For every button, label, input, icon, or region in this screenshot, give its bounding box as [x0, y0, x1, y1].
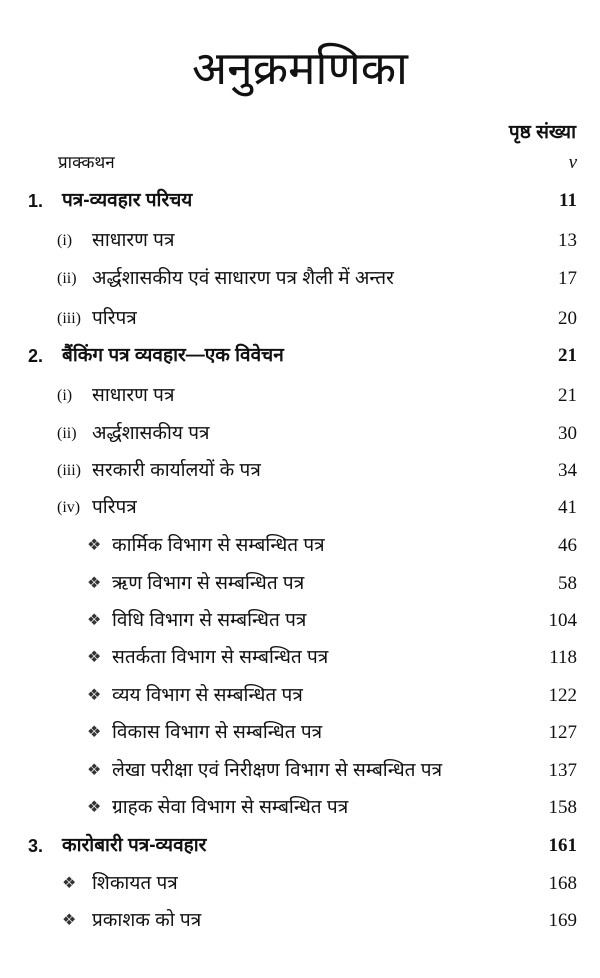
entry-page-number: 137: [548, 760, 577, 781]
entry-title: अर्द्धशासकीय एवं साधारण पत्र शैली में अन्तर: [92, 268, 394, 289]
entry-marker: 2.: [28, 346, 44, 366]
entry-title: लेखा परीक्षा एवं निरीक्षण विभाग से सम्बन्धित पत्र: [112, 760, 443, 781]
toc-entry-row: [0, 304, 600, 334]
entry-page-number: 122: [548, 685, 577, 706]
entry-page-number: 17: [558, 268, 577, 289]
entry-title: ऋण विभाग से सम्बन्धित पत्र: [112, 573, 305, 594]
toc-entry-row: [0, 681, 600, 711]
entry-page-number: 127: [548, 722, 577, 743]
entry-marker: (iv): [57, 499, 81, 516]
bullet-diamond-icon: ❖: [62, 912, 77, 929]
entry-title: साधारण पत्र: [92, 230, 175, 251]
entry-marker: (i): [57, 387, 73, 404]
toc-entry-row: [0, 793, 600, 823]
entry-page-number: 13: [558, 230, 577, 251]
entry-marker: 1.: [28, 191, 44, 211]
entry-page-number: 118: [549, 647, 577, 668]
entry-page-number: 161: [548, 835, 577, 856]
entry-title: कार्मिक विभाग से सम्बन्धित पत्र: [112, 535, 325, 556]
entry-page-number: 20: [558, 308, 577, 329]
toc-entry-row: [0, 869, 600, 899]
entry-page-number: 30: [558, 423, 577, 444]
entry-title: पत्र-व्यवहार परिचय: [62, 190, 193, 211]
entry-title: परिपत्र: [92, 308, 137, 329]
entry-title: बैंकिंग पत्र व्यवहार—एक विवेचन: [62, 345, 284, 366]
toc-entry-row: [0, 531, 600, 561]
entry-title: विकास विभाग से सम्बन्धित पत्र: [112, 722, 323, 743]
toc-section-row: [0, 186, 600, 216]
entry-page-number: 34: [558, 460, 577, 481]
toc-entry-row: [0, 456, 600, 486]
toc-entry-row: [0, 606, 600, 636]
entry-page-number: 11: [559, 190, 577, 211]
bullet-diamond-icon: ❖: [87, 724, 102, 741]
toc-entry-row: [0, 569, 600, 599]
entry-page-number: 169: [548, 910, 577, 931]
entry-title: विधि विभाग से सम्बन्धित पत्र: [112, 610, 307, 631]
entry-title: प्राक्कथन: [58, 153, 115, 172]
entry-title: परिपत्र: [92, 497, 137, 518]
entry-title: शिकायत पत्र: [92, 873, 178, 894]
toc-entry-row: [0, 381, 600, 411]
entry-title: सरकारी कार्यालयों के पत्र: [92, 460, 261, 481]
toc-entry-row: [0, 148, 600, 178]
bullet-diamond-icon: ❖: [87, 537, 102, 554]
toc-entry-row: [0, 756, 600, 786]
page-number-column-header: पृष्ठ संख्या: [508, 122, 576, 143]
bullet-diamond-icon: ❖: [87, 762, 102, 779]
entry-marker: (ii): [57, 425, 77, 442]
entry-page-number: 168: [548, 873, 577, 894]
entry-page-number: 41: [558, 497, 577, 518]
entry-title: व्यय विभाग से सम्बन्धित पत्र: [112, 685, 303, 706]
entry-title: साधारण पत्र: [92, 385, 175, 406]
toc-entry-row: [0, 906, 600, 936]
bullet-diamond-icon: ❖: [87, 612, 102, 629]
bullet-diamond-icon: ❖: [62, 875, 77, 892]
entry-page-number: 58: [558, 573, 577, 594]
toc-section-row: [0, 341, 600, 371]
entry-page-number: v: [568, 152, 577, 173]
entry-marker: (iii): [57, 462, 81, 479]
entry-marker: 3.: [28, 836, 44, 856]
entry-title: सतर्कता विभाग से सम्बन्धित पत्र: [112, 647, 329, 668]
toc-entry-row: [0, 718, 600, 748]
entry-page-number: 21: [558, 385, 577, 406]
toc-section-row: [0, 831, 600, 861]
entry-page-number: 21: [558, 345, 577, 366]
entry-title: ग्राहक सेवा विभाग से सम्बन्धित पत्र: [112, 797, 349, 818]
entry-page-number: 158: [548, 797, 577, 818]
entry-marker: (iii): [57, 310, 81, 327]
toc-entry-row: [0, 226, 600, 256]
entry-marker: (i): [57, 232, 73, 249]
entry-page-number: 104: [548, 610, 577, 631]
entry-page-number: 46: [558, 535, 577, 556]
entry-title: प्रकाशक को पत्र: [92, 910, 202, 931]
entry-title: अर्द्धशासकीय पत्र: [92, 423, 210, 444]
bullet-diamond-icon: ❖: [87, 799, 102, 816]
toc-entry-row: [0, 643, 600, 673]
toc-entry-row: [0, 493, 600, 523]
page-title: अनुक्रमणिका: [192, 42, 408, 94]
toc-entry-row: [0, 419, 600, 449]
bullet-diamond-icon: ❖: [87, 687, 102, 704]
bullet-diamond-icon: ❖: [87, 649, 102, 666]
bullet-diamond-icon: ❖: [87, 575, 102, 592]
toc-entry-row: [0, 264, 600, 294]
entry-marker: (ii): [57, 270, 77, 287]
entry-title: कारोबारी पत्र-व्यवहार: [62, 835, 207, 856]
